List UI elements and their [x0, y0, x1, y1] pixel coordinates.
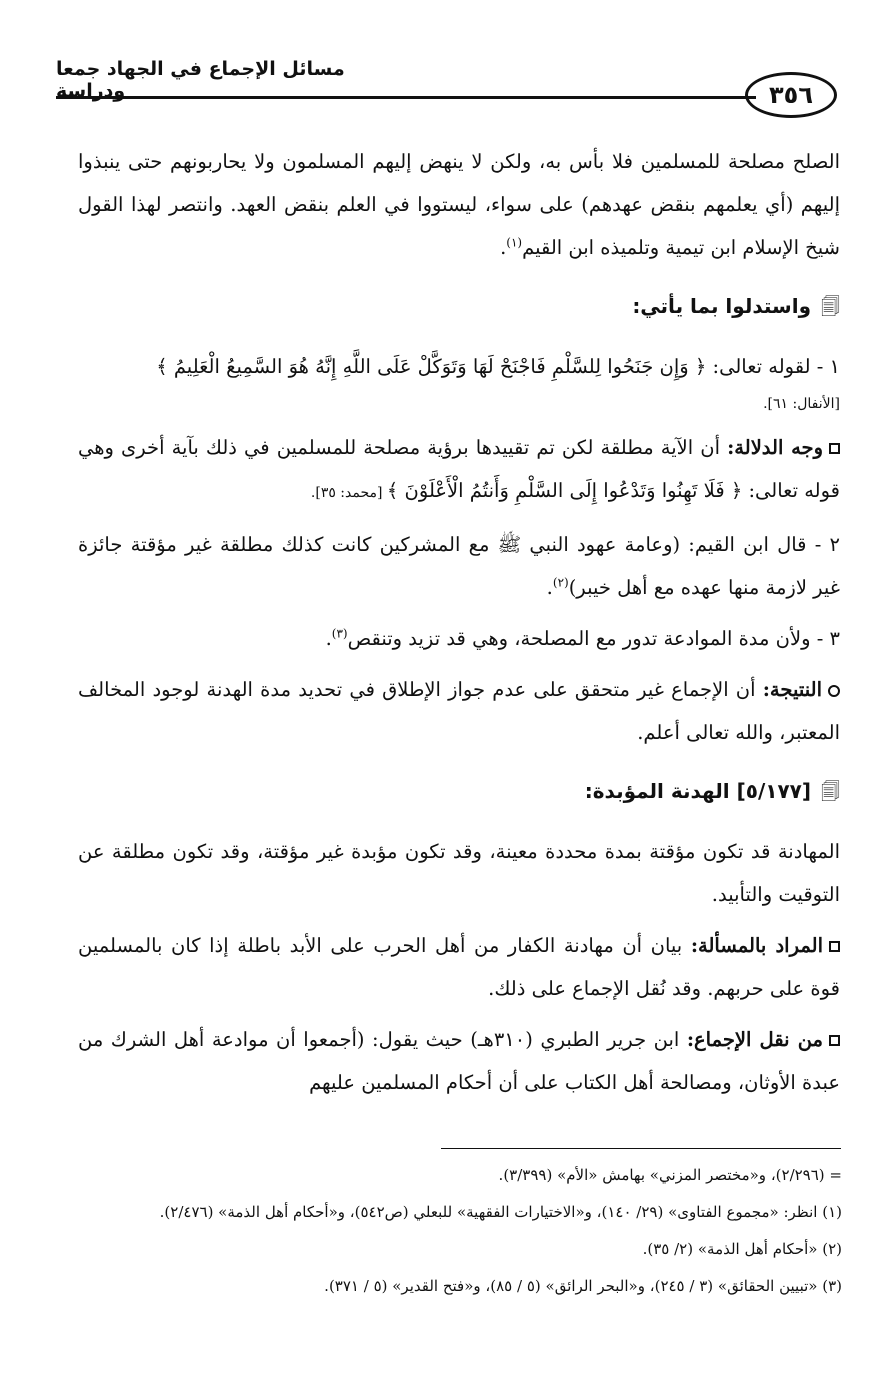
square-bullet-icon — [829, 941, 840, 952]
label: وجه الدلالة: — [727, 436, 823, 459]
square-bullet-icon — [829, 443, 840, 454]
footnotes — [78, 1160, 842, 1308]
paragraph — [78, 140, 840, 269]
section-heading — [78, 770, 840, 814]
label: النتيجة: — [762, 678, 822, 701]
page-number: ٣٥٦ — [745, 72, 837, 118]
punctuation: . — [546, 576, 553, 599]
footnote-continuation: = (٢/٢٩٦)، و«مختصر المزني» بهامش «الأم» (٣/٣٩٩). — [498, 1166, 842, 1184]
evidence-2 — [78, 523, 840, 609]
paragraph-text: الصلح مصلحة للمسلمين فلا بأس به، ولكن لا ينهض إليهم المسلمون ولا يحاربونهم حتى ينبذوا إليهم (أي يعلمهم بنقض عهدهم) على سواء، ليستووا في العلم بنقض العهد. وانتصر لهذا القول شيخ الإسلام ابن تيمية وتلميذه ابن القيم — [78, 150, 840, 259]
square-bullet-icon — [829, 1035, 840, 1046]
footnote-2: (٢) «أحكام أهل الذمة» (٢/ ٣٥). — [642, 1240, 842, 1258]
footnote-ref: (١) — [506, 235, 523, 250]
heading-text: [٥/١٧٧] الهدنة المؤبدة: — [584, 779, 812, 803]
evidence-lead: ١ - لقوله تعالى: — [706, 355, 840, 378]
footnote-ref: (٣) — [331, 626, 348, 641]
punctuation: . — [500, 236, 507, 259]
label: المراد بالمسألة: — [690, 934, 823, 957]
label: من نقل الإجماع: — [686, 1028, 823, 1051]
evidence-significance — [78, 426, 840, 515]
footnote-ref: (٢) — [552, 575, 569, 590]
footnote-rule — [441, 1148, 841, 1149]
circle-bullet-icon — [828, 685, 840, 697]
footnote-3: (٣) «تبيين الحقائق» (٣ / ٢٤٥)، و«البحر الرائق» (٥ / ٨٥)، و«فتح القدير» (٥ / ٣٧١). — [324, 1277, 842, 1295]
verse-reference: [محمد: ٣٥]. — [310, 485, 387, 501]
section-heading — [78, 285, 840, 329]
verse-reference: [الأنفال: ٦١]. — [763, 396, 840, 412]
verse-reference-line — [78, 388, 840, 418]
paragraph-text: ٢ - قال ابن القيم: (وعامة عهود النبي ﷺ مع المشركين كانت كذلك مطلقة غير مؤقتة جائزة غير لازمة منها عهده مع أهل خيبر) — [78, 533, 840, 599]
stacked-pages-icon: 🗐 — [821, 781, 840, 803]
quran-verse: ﴿ وَإِن جَنَحُوا لِلسَّلْمِ فَاجْنَحْ لَهَا وَتَوَكَّلْ عَلَى اللَّهِ إِنَّهُ هُوَ السَّمِيعُ الْعَلِيمُ ﴾ — [156, 355, 707, 378]
paragraph-text: المهادنة قد تكون مؤقتة بمدة محددة معينة، وقد تكون مؤبدة غير مؤقتة، وقد تكون مطلقة عن التوقيت والتأبيد. — [78, 840, 840, 906]
heading-text: واستدلوا بما يأتي: — [632, 294, 812, 318]
paragraph-text: ٣ - ولأن مدة الموادعة تدور مع المصلحة، وهي قد تزيد وتنقص — [347, 627, 840, 650]
paragraph-text: أن الإجماع غير متحقق على عدم جواز الإطلاق في تحديد مدة الهدنة لوجود المخالف المعتبر، والله تعالى أعلم. — [78, 678, 840, 744]
footnote-1: (١) انظر: «مجموع الفتاوى» (٢٩/ ١٤٠)، و«الاختيارات الفقهية» للبعلي (ص٥٤٢)، و«أحكام أهل الذمة» (٢/٤٧٦). — [159, 1203, 842, 1221]
result — [78, 668, 840, 754]
paragraph-text: ابن جرير الطبري (٣١٠هـ) حيث يقول: (أجمعوا أن موادعة أهل الشرك من عبدة الأوثان، ومصالحة أهل الكتاب على أن أحكام المسلمين عليهم — [78, 1028, 840, 1094]
running-title: مسائل الإجماع في الجهاد جمعا ودراسة — [56, 58, 345, 102]
paragraph-text: أن الآية مطلقة لكن تم تقييدها برؤية مصلحة للمسلمين في ذلك بآية أخرى وهي قوله تعالى: — [78, 436, 840, 502]
paragraph-text: بيان أن مهادنة الكفار من أهل الحرب على الأبد باطلة إذا كان بالمسلمين قوة على حربهم. وقد نُقل الإجماع على ذلك. — [78, 934, 840, 1000]
consensus-reporters — [78, 1018, 840, 1104]
quran-verse: ﴿ فَلَا تَهِنُوا وَتَدْعُوا إِلَى السَّلْمِ وَأَنتُمُ الْأَعْلَوْنَ ﴾ — [386, 479, 743, 502]
evidence-3 — [78, 617, 840, 660]
main-text — [78, 140, 840, 1104]
issue-meaning — [78, 924, 840, 1010]
stacked-pages-icon: 🗐 — [821, 296, 840, 318]
punctuation: . — [325, 627, 332, 650]
evidence-1 — [78, 345, 840, 388]
paragraph — [78, 830, 840, 916]
